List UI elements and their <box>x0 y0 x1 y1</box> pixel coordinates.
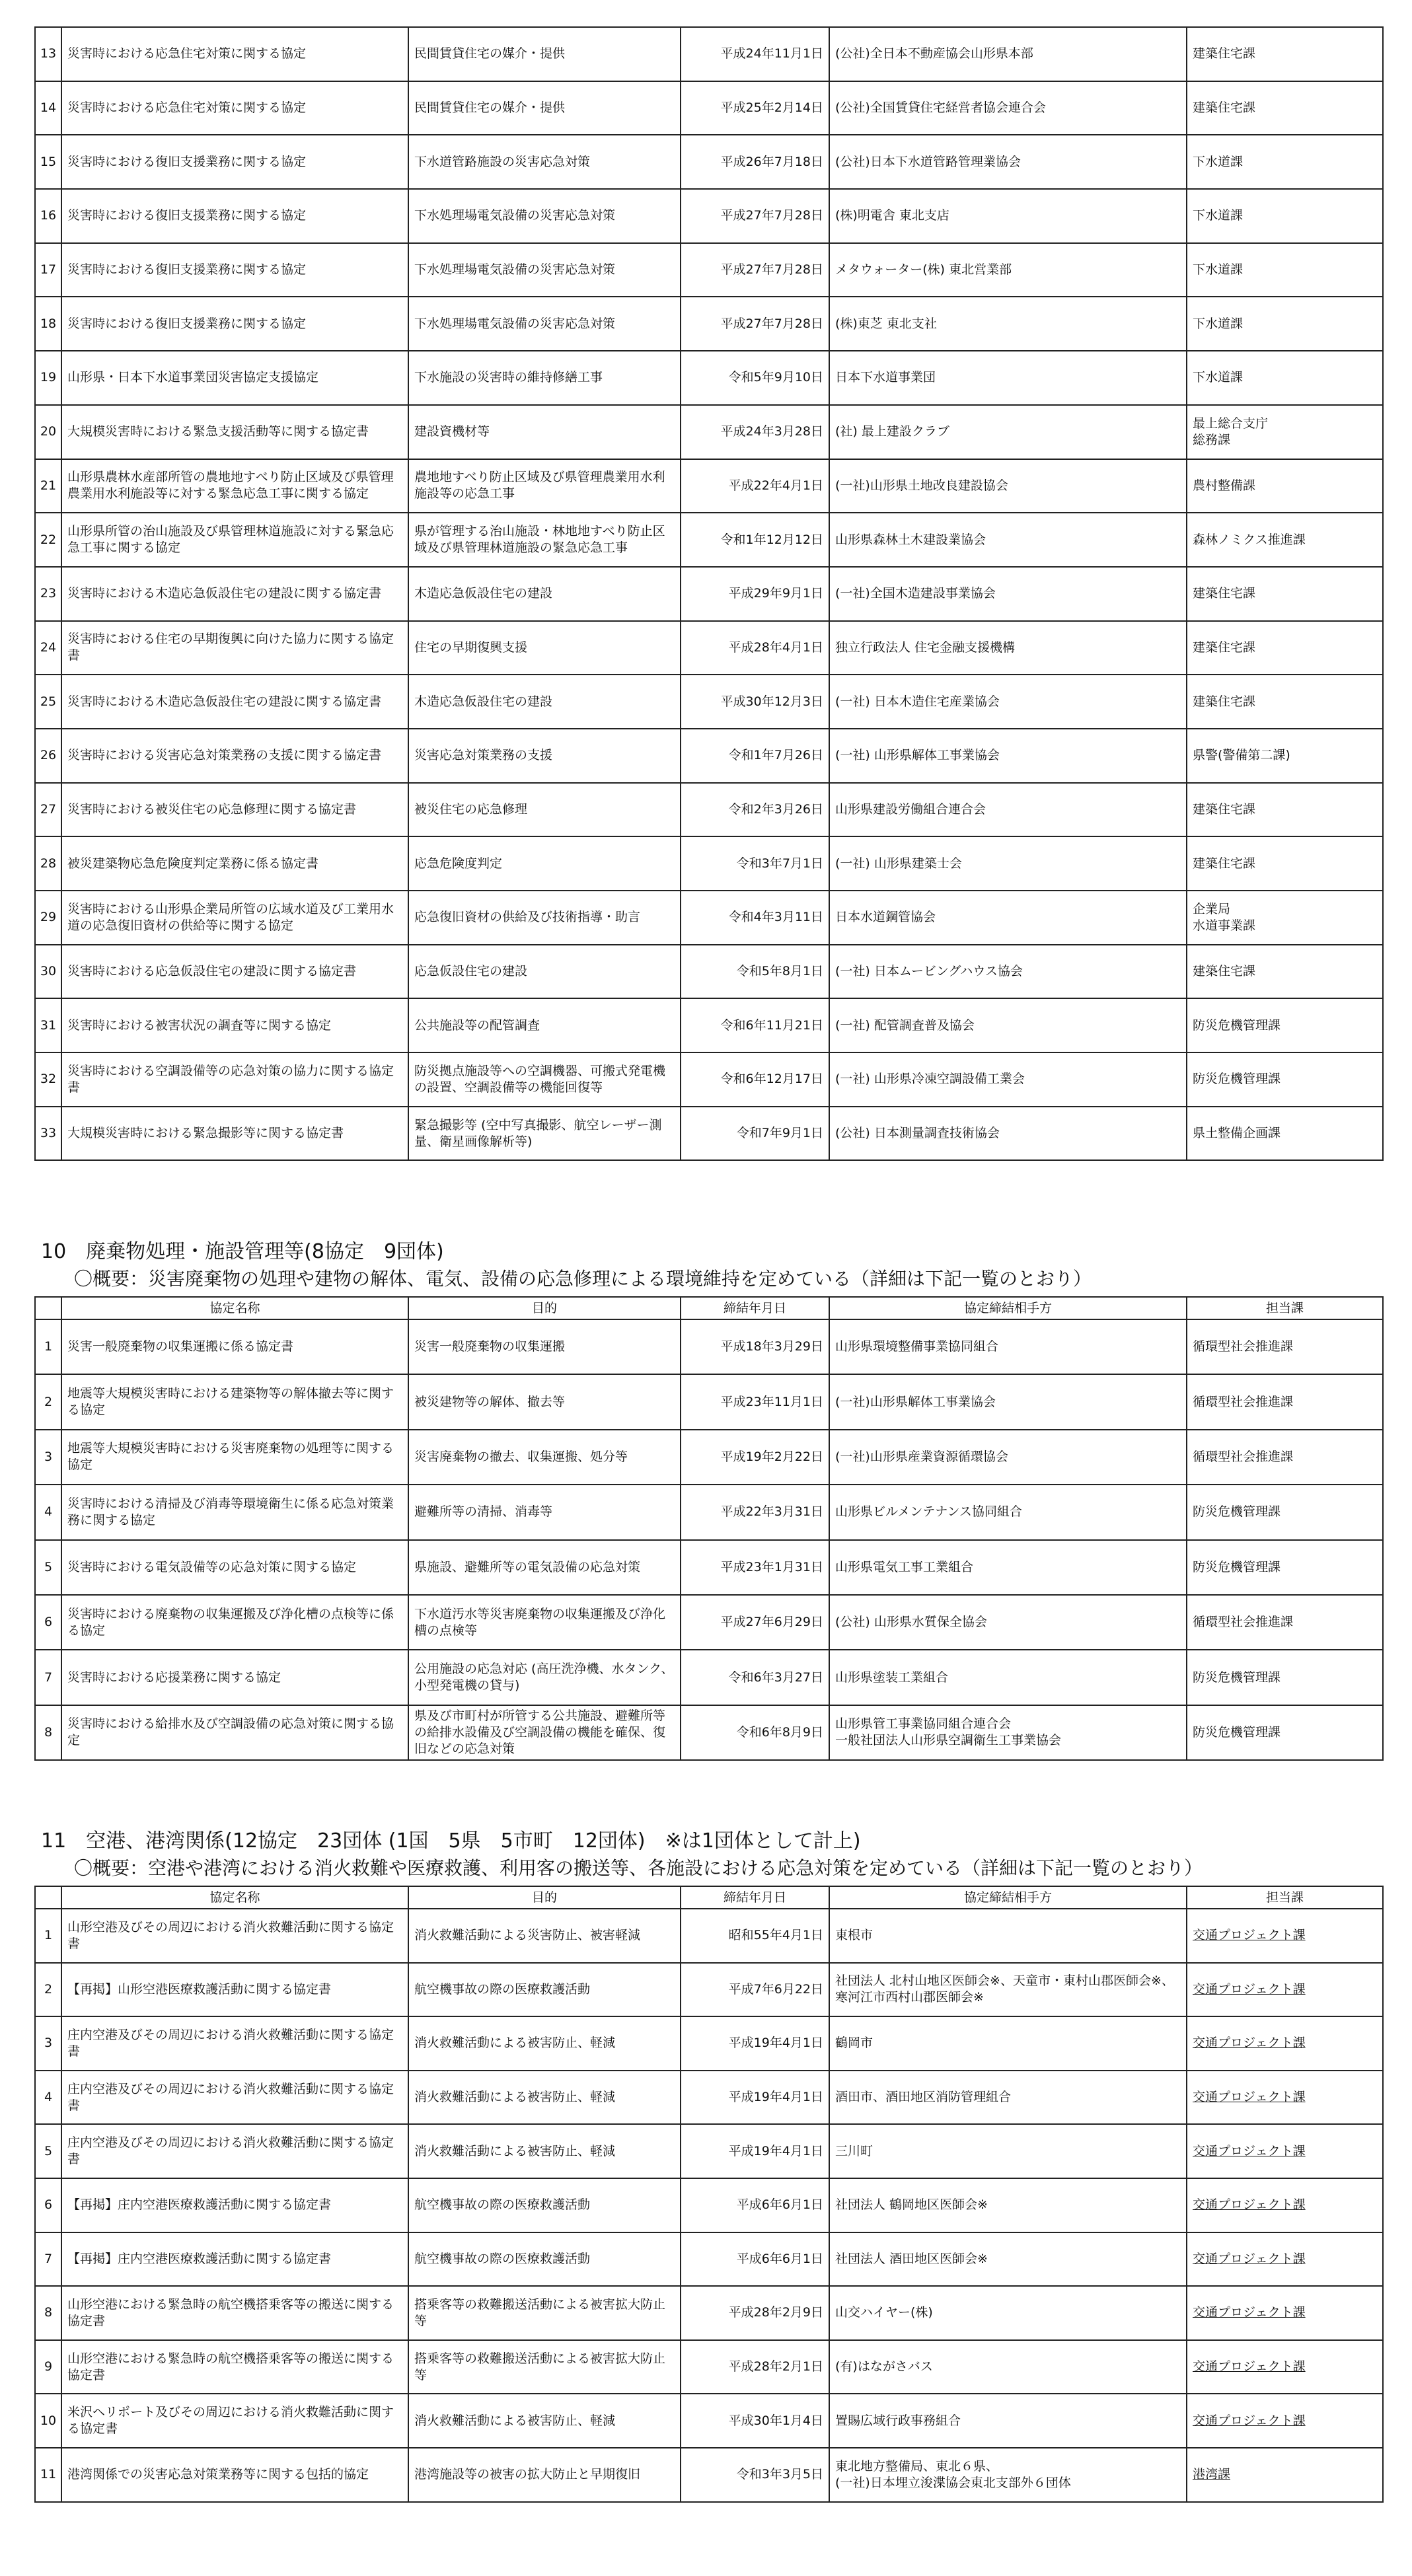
signing-date: 平成29年9月1日 <box>681 567 829 621</box>
department: 港湾課 <box>1187 2448 1383 2502</box>
header-no <box>35 1886 61 1909</box>
header-dept: 担当課 <box>1187 1886 1383 1909</box>
signing-date: 令和6年12月17日 <box>681 1052 829 1107</box>
counterparty: 山交ハイヤー(株) <box>829 2286 1187 2340</box>
agreement-name: 港湾関係での災害応急対策業務等に関する包括的協定 <box>61 2448 408 2502</box>
department: 下水道課 <box>1187 189 1383 243</box>
department: 建築住宅課 <box>1187 836 1383 891</box>
row-number: 33 <box>35 1107 61 1161</box>
department: 建築住宅課 <box>1187 27 1383 81</box>
signing-date: 平成19年4月1日 <box>681 2124 829 2178</box>
agreement-name: 【再掲】庄内空港医療救護活動に関する協定書 <box>61 2232 408 2287</box>
agreement-name: 災害時における復旧支援業務に関する協定 <box>61 189 408 243</box>
agreement-name: 山形県・日本下水道事業団災害協定支援協定 <box>61 351 408 405</box>
counterparty: 鶴岡市 <box>829 2016 1187 2071</box>
department: 下水道課 <box>1187 297 1383 351</box>
signing-date: 平成30年1月4日 <box>681 2394 829 2448</box>
signing-date: 平成28年4月1日 <box>681 621 829 675</box>
agreement-name: 庄内空港及びその周辺における消火救難活動に関する協定書 <box>61 2016 408 2071</box>
table-row <box>35 2286 1383 2340</box>
purpose: 航空機事故の際の医療救護活動 <box>408 2178 681 2232</box>
agreement-name: 災害時における被害状況の調査等に関する協定 <box>61 998 408 1052</box>
table-row <box>35 1485 1383 1539</box>
counterparty: 社団法人 北村山地区医師会※、天童市・東村山郡医師会※、寒河江市西村山郡医師会※ <box>829 1963 1187 2017</box>
row-number: 4 <box>35 2071 61 2125</box>
signing-date: 令和6年3月27日 <box>681 1650 829 1705</box>
purpose: 下水道管路施設の災害応急対策 <box>408 135 681 189</box>
row-number: 21 <box>35 459 61 513</box>
table-row <box>35 945 1383 999</box>
row-number: 24 <box>35 621 61 675</box>
department: 交通プロジェクト課 <box>1187 2071 1383 2125</box>
department: 最上総合支庁 総務課 <box>1187 405 1383 459</box>
department: 循環型社会推進課 <box>1187 1319 1383 1374</box>
header-dept: 担当課 <box>1187 1297 1383 1319</box>
purpose: 木造応急仮設住宅の建設 <box>408 567 681 621</box>
agreement-name: 大規模災害時における緊急撮影等に関する協定書 <box>61 1107 408 1161</box>
row-number: 4 <box>35 1485 61 1539</box>
purpose: 消火救難活動による被害防止、軽減 <box>408 2124 681 2178</box>
table-row <box>35 2394 1383 2448</box>
section11-summary: 〇概要：空港や港湾における消火救難や医療救護、利用客の搬送等、各施設における応急対策を定めている（詳細は下記一覧のとおり） <box>74 1857 1203 1879</box>
department: 建築住宅課 <box>1187 621 1383 675</box>
agreement-name: 災害時における電気設備等の応急対策に関する協定 <box>61 1540 408 1595</box>
table-section9 <box>34 26 1384 1161</box>
signing-date: 令和7年9月1日 <box>681 1107 829 1161</box>
department: 下水道課 <box>1187 351 1383 405</box>
agreement-name: 被災建築物応急危険度判定業務に係る協定書 <box>61 836 408 891</box>
signing-date: 令和1年12月12日 <box>681 513 829 567</box>
row-number: 20 <box>35 405 61 459</box>
counterparty: (一社)山形県解体工事業協会 <box>829 1374 1187 1429</box>
purpose: 農地地すべり防止区域及び県管理農業用水利施設等の応急工事 <box>408 459 681 513</box>
counterparty: (一社)山形県土地改良建設協会 <box>829 459 1187 513</box>
table-section11 <box>34 1886 1384 2503</box>
row-number: 18 <box>35 297 61 351</box>
signing-date: 平成6年6月1日 <box>681 2178 829 2232</box>
department: 交通プロジェクト課 <box>1187 2124 1383 2178</box>
section10-title: 10 廃棄物処理・施設管理等(8協定 9団体) <box>41 1240 444 1263</box>
purpose: 県が管理する治山施設・林地地すべり防止区域及び県管理林道施設の緊急応急工事 <box>408 513 681 567</box>
signing-date: 平成18年3月29日 <box>681 1319 829 1374</box>
agreement-name: 庄内空港及びその周辺における消火救難活動に関する協定書 <box>61 2071 408 2125</box>
signing-date: 平成22年3月31日 <box>681 1485 829 1539</box>
counterparty: 山形県電気工事工業組合 <box>829 1540 1187 1595</box>
department: 交通プロジェクト課 <box>1187 2340 1383 2394</box>
agreement-name: 災害時における応急仮設住宅の建設に関する協定書 <box>61 945 408 999</box>
purpose: 下水施設の災害時の維持修繕工事 <box>408 351 681 405</box>
table-row <box>35 2340 1383 2394</box>
table-row <box>35 27 1383 81</box>
agreement-name: 地震等大規模災害時における災害廃棄物の処理等に関する協定 <box>61 1430 408 1485</box>
table-row <box>35 2178 1383 2232</box>
department: 企業局 水道事業課 <box>1187 891 1383 945</box>
row-number: 3 <box>35 1430 61 1485</box>
signing-date: 令和1年7月26日 <box>681 729 829 783</box>
row-number: 2 <box>35 1374 61 1429</box>
row-number: 30 <box>35 945 61 999</box>
header-name: 協定名称 <box>61 1297 408 1319</box>
agreement-name: 庄内空港及びその周辺における消火救難活動に関する協定書 <box>61 2124 408 2178</box>
purpose: 民間賃貸住宅の媒介・提供 <box>408 27 681 81</box>
table-row <box>35 621 1383 675</box>
row-number: 17 <box>35 243 61 297</box>
row-number: 5 <box>35 2124 61 2178</box>
department: 下水道課 <box>1187 135 1383 189</box>
department: 防災危機管理課 <box>1187 1540 1383 1595</box>
counterparty: (一社) 山形県冷凍空調設備工業会 <box>829 1052 1187 1107</box>
row-number: 15 <box>35 135 61 189</box>
department: 循環型社会推進課 <box>1187 1374 1383 1429</box>
purpose: 県及び市町村が所管する公共施設、避難所等の給排水設備及び空調設備の機能を確保、復旧などの応急対策 <box>408 1705 681 1760</box>
counterparty: (公社)全国賃貸住宅経営者協会連合会 <box>829 81 1187 135</box>
agreement-name: 米沢ヘリポート及びその周辺における消火救難活動に関する協定書 <box>61 2394 408 2448</box>
counterparty: 山形県塗装工業組合 <box>829 1650 1187 1705</box>
department: 建築住宅課 <box>1187 945 1383 999</box>
header-date: 締結年月日 <box>681 1297 829 1319</box>
purpose: 県施設、避難所等の電気設備の応急対策 <box>408 1540 681 1595</box>
department: 県警(警備第二課) <box>1187 729 1383 783</box>
header-name: 協定名称 <box>61 1886 408 1909</box>
purpose: 民間賃貸住宅の媒介・提供 <box>408 81 681 135</box>
table-row <box>35 567 1383 621</box>
row-number: 27 <box>35 783 61 837</box>
purpose: 防災拠点施設等への空調機器、可搬式発電機の設置、空調設備等の機能回復等 <box>408 1052 681 1107</box>
signing-date: 平成24年11月1日 <box>681 27 829 81</box>
row-number: 32 <box>35 1052 61 1107</box>
counterparty: 三川町 <box>829 2124 1187 2178</box>
signing-date: 平成24年3月28日 <box>681 405 829 459</box>
signing-date: 令和4年3月11日 <box>681 891 829 945</box>
department: 建築住宅課 <box>1187 81 1383 135</box>
table-row <box>35 1909 1383 1963</box>
purpose: 応急復旧資材の供給及び技術指導・助言 <box>408 891 681 945</box>
table-row <box>35 2016 1383 2071</box>
counterparty: (一社) 山形県解体工事業協会 <box>829 729 1187 783</box>
row-number: 14 <box>35 81 61 135</box>
department: 防災危機管理課 <box>1187 998 1383 1052</box>
department: 県土整備企画課 <box>1187 1107 1383 1161</box>
signing-date: 平成23年1月31日 <box>681 1540 829 1595</box>
row-number: 23 <box>35 567 61 621</box>
counterparty: 酒田市、酒田地区消防管理組合 <box>829 2071 1187 2125</box>
header-date: 締結年月日 <box>681 1886 829 1909</box>
purpose: 下水処理場電気設備の災害応急対策 <box>408 243 681 297</box>
table-row <box>35 513 1383 567</box>
signing-date: 平成26年7月18日 <box>681 135 829 189</box>
purpose: 下水道汚水等災害廃棄物の収集運搬及び浄化槽の点検等 <box>408 1595 681 1650</box>
header-party: 協定締結相手方 <box>829 1297 1187 1319</box>
purpose: 港湾施設等の被害の拡大防止と早期復旧 <box>408 2448 681 2502</box>
purpose: 航空機事故の際の医療救護活動 <box>408 2232 681 2287</box>
table-row <box>35 891 1383 945</box>
counterparty: (株)東芝 東北支社 <box>829 297 1187 351</box>
agreement-name: 大規模災害時における緊急支援活動等に関する協定書 <box>61 405 408 459</box>
department: 交通プロジェクト課 <box>1187 2178 1383 2232</box>
counterparty: (公社)全日本不動産協会山形県本部 <box>829 27 1187 81</box>
row-number: 5 <box>35 1540 61 1595</box>
counterparty: (一社)山形県産業資源循環協会 <box>829 1430 1187 1485</box>
department: 下水道課 <box>1187 243 1383 297</box>
purpose: 災害廃棄物の撤去、収集運搬、処分等 <box>408 1430 681 1485</box>
row-number: 26 <box>35 729 61 783</box>
purpose: 被災建物等の解体、撤去等 <box>408 1374 681 1429</box>
signing-date: 令和6年8月9日 <box>681 1705 829 1760</box>
department: 農村整備課 <box>1187 459 1383 513</box>
purpose: 住宅の早期復興支援 <box>408 621 681 675</box>
counterparty: (株)明電舎 東北支店 <box>829 189 1187 243</box>
table-row <box>35 1650 1383 1705</box>
counterparty: (有)はながさバス <box>829 2340 1187 2394</box>
signing-date: 平成27年7月28日 <box>681 243 829 297</box>
row-number: 22 <box>35 513 61 567</box>
signing-date: 昭和55年4月1日 <box>681 1909 829 1963</box>
table-row <box>35 1963 1383 2017</box>
row-number: 7 <box>35 1650 61 1705</box>
table-row <box>35 297 1383 351</box>
signing-date: 平成19年2月22日 <box>681 1430 829 1485</box>
department: 循環型社会推進課 <box>1187 1595 1383 1650</box>
purpose: 搭乗客等の救難搬送活動による被害拡大防止等 <box>408 2286 681 2340</box>
row-number: 11 <box>35 2448 61 2502</box>
department: 交通プロジェクト課 <box>1187 1963 1383 2017</box>
table-row <box>35 351 1383 405</box>
counterparty: (一社) 配管調査普及協会 <box>829 998 1187 1052</box>
signing-date: 平成19年4月1日 <box>681 2016 829 2071</box>
signing-date: 平成7年6月22日 <box>681 1963 829 2017</box>
purpose: 緊急撮影等 (空中写真撮影、航空レーザー測量、衛星画像解析等) <box>408 1107 681 1161</box>
agreement-name: 災害時における木造応急仮設住宅の建設に関する協定書 <box>61 675 408 729</box>
agreement-name: 災害時における復旧支援業務に関する協定 <box>61 135 408 189</box>
section11-title: 11 空港、港湾関係(12協定 23団体 (1国 5県 5市町 12団体) ※は1団体として計上) <box>41 1829 861 1853</box>
department: 防災危機管理課 <box>1187 1485 1383 1539</box>
agreement-name: 災害時における木造応急仮設住宅の建設に関する協定書 <box>61 567 408 621</box>
agreement-name: 【再掲】庄内空港医療救護活動に関する協定書 <box>61 2178 408 2232</box>
agreement-name: 災害時における被災住宅の応急修理に関する協定書 <box>61 783 408 837</box>
table-row <box>35 1319 1383 1374</box>
counterparty: (社) 最上建設クラブ <box>829 405 1187 459</box>
agreement-name: 災害時における応急住宅対策に関する協定 <box>61 27 408 81</box>
purpose: 避難所等の清掃、消毒等 <box>408 1485 681 1539</box>
row-number: 25 <box>35 675 61 729</box>
table-row <box>35 1540 1383 1595</box>
signing-date: 平成28年2月1日 <box>681 2340 829 2394</box>
counterparty: 東根市 <box>829 1909 1187 1963</box>
row-number: 13 <box>35 27 61 81</box>
agreement-name: 災害時における応急住宅対策に関する協定 <box>61 81 408 135</box>
table-row <box>35 998 1383 1052</box>
counterparty: (一社) 日本木造住宅産業協会 <box>829 675 1187 729</box>
signing-date: 平成30年12月3日 <box>681 675 829 729</box>
agreement-name: 災害時における山形県企業局所管の広域水道及び工業用水道の応急復旧資材の供給等に関する協定 <box>61 891 408 945</box>
table-row <box>35 81 1383 135</box>
purpose: 下水処理場電気設備の災害応急対策 <box>408 189 681 243</box>
signing-date: 平成6年6月1日 <box>681 2232 829 2287</box>
counterparty: 日本下水道事業団 <box>829 351 1187 405</box>
signing-date: 平成23年11月1日 <box>681 1374 829 1429</box>
department: 防災危機管理課 <box>1187 1052 1383 1107</box>
header-no <box>35 1297 61 1319</box>
signing-date: 令和3年7月1日 <box>681 836 829 891</box>
purpose: 災害応急対策業務の支援 <box>408 729 681 783</box>
table-row <box>35 2232 1383 2287</box>
row-number: 19 <box>35 351 61 405</box>
row-number: 29 <box>35 891 61 945</box>
agreement-name: 災害時における給排水及び空調設備の応急対策に関する協定 <box>61 1705 408 1760</box>
counterparty: 独立行政法人 住宅金融支援機構 <box>829 621 1187 675</box>
row-number: 31 <box>35 998 61 1052</box>
row-number: 6 <box>35 1595 61 1650</box>
row-number: 3 <box>35 2016 61 2071</box>
agreement-name: 災害時における復旧支援業務に関する協定 <box>61 297 408 351</box>
signing-date: 令和3年3月5日 <box>681 2448 829 2502</box>
counterparty: 日本水道鋼管協会 <box>829 891 1187 945</box>
table-row <box>35 1107 1383 1161</box>
counterparty: 山形県建設労働組合連合会 <box>829 783 1187 837</box>
table-row <box>35 1430 1383 1485</box>
row-number: 10 <box>35 2394 61 2448</box>
table-row <box>35 1705 1383 1760</box>
counterparty: 社団法人 酒田地区医師会※ <box>829 2232 1187 2287</box>
counterparty: 東北地方整備局、東北６県、 (一社)日本埋立浚渫協会東北支部外６団体 <box>829 2448 1187 2502</box>
agreement-name: 災害時における住宅の早期復興に向けた協力に関する協定書 <box>61 621 408 675</box>
department: 防災危機管理課 <box>1187 1650 1383 1705</box>
table-row <box>35 2124 1383 2178</box>
purpose: 下水処理場電気設備の災害応急対策 <box>408 297 681 351</box>
table-row <box>35 836 1383 891</box>
purpose: 応急仮設住宅の建設 <box>408 945 681 999</box>
row-number: 2 <box>35 1963 61 2017</box>
row-number: 16 <box>35 189 61 243</box>
agreement-name: 山形空港における緊急時の航空機搭乗客等の搬送に関する協定書 <box>61 2340 408 2394</box>
department: 交通プロジェクト課 <box>1187 2394 1383 2448</box>
section10-summary: 〇概要：災害廃棄物の処理や建物の解体、電気、設備の応急修理による環境維持を定めている（詳細は下記一覧のとおり） <box>74 1268 1092 1290</box>
agreement-name: 災害一般廃棄物の収集運搬に係る協定書 <box>61 1319 408 1374</box>
department: 防災危機管理課 <box>1187 1705 1383 1760</box>
table-row <box>35 189 1383 243</box>
signing-date: 平成27年6月29日 <box>681 1595 829 1650</box>
purpose: 被災住宅の応急修理 <box>408 783 681 837</box>
purpose: 建設資機材等 <box>408 405 681 459</box>
row-number: 28 <box>35 836 61 891</box>
agreement-name: 山形県所管の治山施設及び県管理林道施設に対する緊急応急工事に関する協定 <box>61 513 408 567</box>
agreement-name: 災害時における清掃及び消毒等環境衛生に係る応急対策業務に関する協定 <box>61 1485 408 1539</box>
row-number: 1 <box>35 1319 61 1374</box>
purpose: 搭乗客等の救難搬送活動による被害拡大防止等 <box>408 2340 681 2394</box>
table-row <box>35 1595 1383 1650</box>
signing-date: 平成28年2月9日 <box>681 2286 829 2340</box>
header-party: 協定締結相手方 <box>829 1886 1187 1909</box>
table-row <box>35 135 1383 189</box>
row-number: 8 <box>35 1705 61 1760</box>
agreement-name: 災害時における災害応急対策業務の支援に関する協定書 <box>61 729 408 783</box>
purpose: 消火救難活動による被害防止、軽減 <box>408 2071 681 2125</box>
purpose: 消火救難活動による被害防止、軽減 <box>408 2394 681 2448</box>
purpose: 公用施設の応急対応 (高圧洗浄機、水タンク、小型発電機の貸与) <box>408 1650 681 1705</box>
agreement-name: 山形空港における緊急時の航空機搭乗客等の搬送に関する協定書 <box>61 2286 408 2340</box>
purpose: 応急危険度判定 <box>408 836 681 891</box>
signing-date: 令和5年8月1日 <box>681 945 829 999</box>
agreement-name: 災害時における廃棄物の収集運搬及び浄化槽の点検等に係る協定 <box>61 1595 408 1650</box>
purpose: 木造応急仮設住宅の建設 <box>408 675 681 729</box>
counterparty: (一社) 山形県建築士会 <box>829 836 1187 891</box>
counterparty: メタウォーター(株) 東北営業部 <box>829 243 1187 297</box>
header-purpose: 目的 <box>408 1297 681 1319</box>
row-number: 6 <box>35 2178 61 2232</box>
signing-date: 平成19年4月1日 <box>681 2071 829 2125</box>
purpose: 航空機事故の際の医療救護活動 <box>408 1963 681 2017</box>
table-section10 <box>34 1296 1384 1761</box>
agreement-name: 災害時における応援業務に関する協定 <box>61 1650 408 1705</box>
department: 循環型社会推進課 <box>1187 1430 1383 1485</box>
purpose: 消火救難活動による被害防止、軽減 <box>408 2016 681 2071</box>
signing-date: 令和6年11月21日 <box>681 998 829 1052</box>
agreement-name: 災害時における空調設備等の応急対策の協力に関する協定書 <box>61 1052 408 1107</box>
header-purpose: 目的 <box>408 1886 681 1909</box>
department: 交通プロジェクト課 <box>1187 2016 1383 2071</box>
counterparty: (一社)全国木造建設事業協会 <box>829 567 1187 621</box>
department: 建築住宅課 <box>1187 783 1383 837</box>
table-row <box>35 729 1383 783</box>
row-number: 8 <box>35 2286 61 2340</box>
table-row <box>35 243 1383 297</box>
counterparty: (公社)日本下水道管路管理業協会 <box>829 135 1187 189</box>
purpose: 公共施設等の配管調査 <box>408 998 681 1052</box>
table-row <box>35 1374 1383 1429</box>
signing-date: 令和5年9月10日 <box>681 351 829 405</box>
table-row <box>35 783 1383 837</box>
purpose: 消火救難活動による災害防止、被害軽減 <box>408 1909 681 1963</box>
signing-date: 令和2年3月26日 <box>681 783 829 837</box>
row-number: 9 <box>35 2340 61 2394</box>
department: 森林ノミクス推進課 <box>1187 513 1383 567</box>
agreement-name: 【再掲】山形空港医療救護活動に関する協定書 <box>61 1963 408 2017</box>
department: 建築住宅課 <box>1187 567 1383 621</box>
purpose: 災害一般廃棄物の収集運搬 <box>408 1319 681 1374</box>
table-row <box>35 405 1383 459</box>
counterparty: 社団法人 鶴岡地区医師会※ <box>829 2178 1187 2232</box>
department: 建築住宅課 <box>1187 675 1383 729</box>
counterparty: (一社) 日本ムービングハウス協会 <box>829 945 1187 999</box>
department: 交通プロジェクト課 <box>1187 1909 1383 1963</box>
signing-date: 平成25年2月14日 <box>681 81 829 135</box>
counterparty: 山形県ビルメンテナンス協同組合 <box>829 1485 1187 1539</box>
table-row <box>35 459 1383 513</box>
counterparty: 山形県管工事業協同組合連合会 一般社団法人山形県空調衛生工事業協会 <box>829 1705 1187 1760</box>
agreement-name: 山形県農林水産部所管の農地地すべり防止区域及び県管理農業用水利施設等に対する緊急応急工事に関する協定 <box>61 459 408 513</box>
counterparty: (公社) 山形県水質保全協会 <box>829 1595 1187 1650</box>
table-row <box>35 675 1383 729</box>
counterparty: 山形県環境整備事業協同組合 <box>829 1319 1187 1374</box>
counterparty: 山形県森林土木建設業協会 <box>829 513 1187 567</box>
signing-date: 平成27年7月28日 <box>681 189 829 243</box>
counterparty: (公社) 日本測量調査技術協会 <box>829 1107 1187 1161</box>
table-row <box>35 2071 1383 2125</box>
department: 交通プロジェクト課 <box>1187 2232 1383 2287</box>
department: 交通プロジェクト課 <box>1187 2286 1383 2340</box>
table-row <box>35 2448 1383 2502</box>
table-row <box>35 1052 1383 1107</box>
signing-date: 平成22年4月1日 <box>681 459 829 513</box>
agreement-name: 地震等大規模災害時における建築物等の解体撤去等に関する協定 <box>61 1374 408 1429</box>
row-number: 1 <box>35 1909 61 1963</box>
signing-date: 平成27年7月28日 <box>681 297 829 351</box>
agreement-name: 災害時における復旧支援業務に関する協定 <box>61 243 408 297</box>
agreement-name: 山形空港及びその周辺における消火救難活動に関する協定書 <box>61 1909 408 1963</box>
row-number: 7 <box>35 2232 61 2287</box>
counterparty: 置賜広域行政事務組合 <box>829 2394 1187 2448</box>
